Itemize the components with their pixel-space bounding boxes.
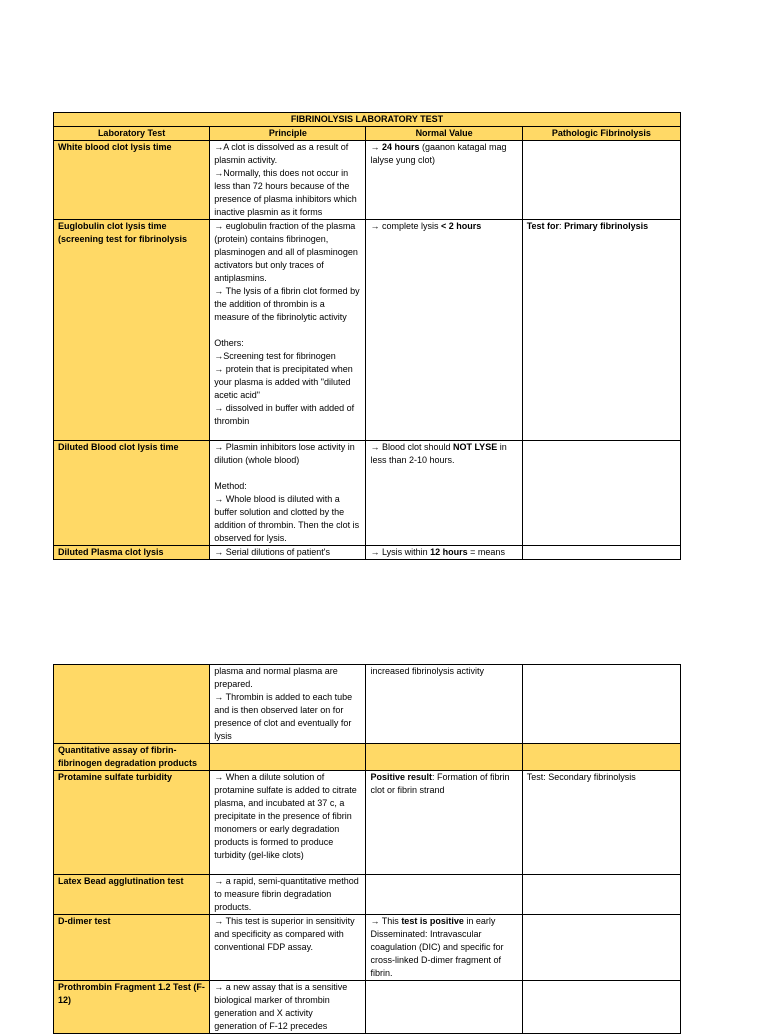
table-row <box>54 915 681 981</box>
pathologic-cell <box>522 875 680 915</box>
normal-value-text: : Formation of fibrin clot or fibrin strand <box>370 772 510 795</box>
principle-cell: → When a dilute solution of protamine sulfate is added to citrate plasma, and incubated at 37 c, a precipitate in the presence of fibrin monomers or early degradation products is formed to produce turbidity (gel-like clots) <box>210 771 366 875</box>
table-title: FIBRINOLYSIS LABORATORY TEST <box>54 113 681 127</box>
table-row <box>54 744 681 771</box>
normal-value-pre: → This <box>370 916 402 926</box>
normal-value-cell <box>366 220 522 441</box>
test-name: Euglobulin clot lysis time (screening test for fibrinolysis <box>54 220 210 441</box>
table-row <box>54 441 681 546</box>
table-row <box>54 546 681 560</box>
pathologic-bold-2: Primary fibrinolysis <box>564 221 649 231</box>
test-name: Protamine sulfate turbidity <box>54 771 210 875</box>
principle-cell: plasma and normal plasma are prepared. → Thrombin is added to each tube and is then observed later on for presence of clot and eventually for lysis <box>210 665 366 744</box>
normal-value-bold: test is positive <box>401 916 464 926</box>
principle-cell: → This test is superior in sensitivity and specificity as compared with conventional FDP assay. <box>210 915 366 981</box>
table-row <box>54 771 681 875</box>
principle-cell: →A clot is dissolved as a result of plasmin activity. →Normally, this does not occur in less than 72 hours because of the presence of plasma inhibitors which inactive plasmin as it forms <box>210 141 366 220</box>
normal-value-text: in early Disseminated: Intravascular coagulation (DIC) and specific for cross-linked D-dimer fragment of fibrin. <box>370 916 504 978</box>
pathologic-cell <box>522 981 680 1034</box>
fibrinolysis-table-page2 <box>53 664 681 1034</box>
normal-value-text: → Lysis within <box>370 547 431 557</box>
header-principle: Principle <box>210 127 366 141</box>
principle-cell: → a rapid, semi-quantitative method to measure fibrin degradation products. <box>210 875 366 915</box>
test-name: Diluted Blood clot lysis time <box>54 441 210 546</box>
principle-cell: → Plasmin inhibitors lose activity in dilution (whole blood) Method: → Whole blood is diluted with a buffer solution and clotted by the addition of thrombin. Then the clot is observed for lysis. <box>210 441 366 546</box>
header-pathologic-fibrinolysis: Pathologic Fibrinolysis <box>522 127 680 141</box>
fibrinolysis-table-page1 <box>53 112 681 560</box>
principle-cell: → Serial dilutions of patient's <box>210 546 366 560</box>
pathologic-cell <box>522 744 680 771</box>
pathologic-cell <box>522 220 680 441</box>
principle-cell: → euglobulin fraction of the plasma (protein) contains fibrinogen, plasminogen and all of plasminogen activators but only traces of antiplasmins. → The lysis of a fibrin clot formed by the addition of thrombin is a measure of the fibrinolytic activity Others: →Screening test for fibrinogen → protein that is precipitated when your plasma is added with "diluted acetic acid" → dissolved in buffer with added of thrombin <box>210 220 366 441</box>
principle-cell: → a new assay that is a sensitive biological marker of thrombin generation and X activity generation of F-12 precedes <box>210 981 366 1034</box>
normal-value-bold: NOT LYSE <box>453 442 498 452</box>
table-row <box>54 220 681 441</box>
table-row <box>54 141 681 220</box>
normal-value-bold: < 2 hours <box>441 221 482 231</box>
normal-value-text: (gaanon katagal mag lalyse yung clot) <box>370 142 507 165</box>
pathologic-cell <box>522 441 680 546</box>
principle-cell <box>210 744 366 771</box>
table-row <box>54 665 681 744</box>
normal-value-bold: 12 hours <box>430 547 468 557</box>
pathologic-bold: Test for <box>526 221 560 231</box>
normal-value-cell <box>366 771 522 875</box>
test-name <box>54 665 210 744</box>
normal-value-cell <box>366 546 522 560</box>
test-name: Quantitative assay of fibrin-fibrinogen degradation products <box>54 744 210 771</box>
test-name: Latex Bead agglutination test <box>54 875 210 915</box>
normal-value-text-2: = means <box>467 547 505 557</box>
pathologic-text: : <box>559 221 565 231</box>
header-laboratory-test: Laboratory Test <box>54 127 210 141</box>
normal-value-cell <box>366 441 522 546</box>
test-name: Prothrombin Fragment 1.2 Test (F-12) <box>54 981 210 1034</box>
header-normal-value: Normal Value <box>366 127 522 141</box>
table-row <box>54 875 681 915</box>
pathologic-cell <box>522 915 680 981</box>
normal-value-cell <box>366 875 522 915</box>
pathologic-cell: Test: Secondary fibrinolysis <box>522 771 680 875</box>
test-name: D-dimer test <box>54 915 210 981</box>
pathologic-cell <box>522 665 680 744</box>
normal-value-cell <box>366 141 522 220</box>
pathologic-cell <box>522 141 680 220</box>
table-row <box>54 981 681 1034</box>
normal-value-text-2: in less than 2-10 hours. <box>370 442 507 465</box>
normal-value-bold: Positive result <box>370 772 432 782</box>
normal-value-text: → Blood clot should <box>370 442 454 452</box>
test-name: Diluted Plasma clot lysis <box>54 546 210 560</box>
normal-value-text: → complete lysis <box>370 221 441 231</box>
normal-value-cell <box>366 981 522 1034</box>
normal-value-cell: increased fibrinolysis activity <box>366 665 522 744</box>
pathologic-cell <box>522 546 680 560</box>
normal-value-cell <box>366 744 522 771</box>
normal-value-bold: → 24 hours <box>370 142 420 152</box>
test-name: White blood clot lysis time <box>54 141 210 220</box>
normal-value-cell <box>366 915 522 981</box>
